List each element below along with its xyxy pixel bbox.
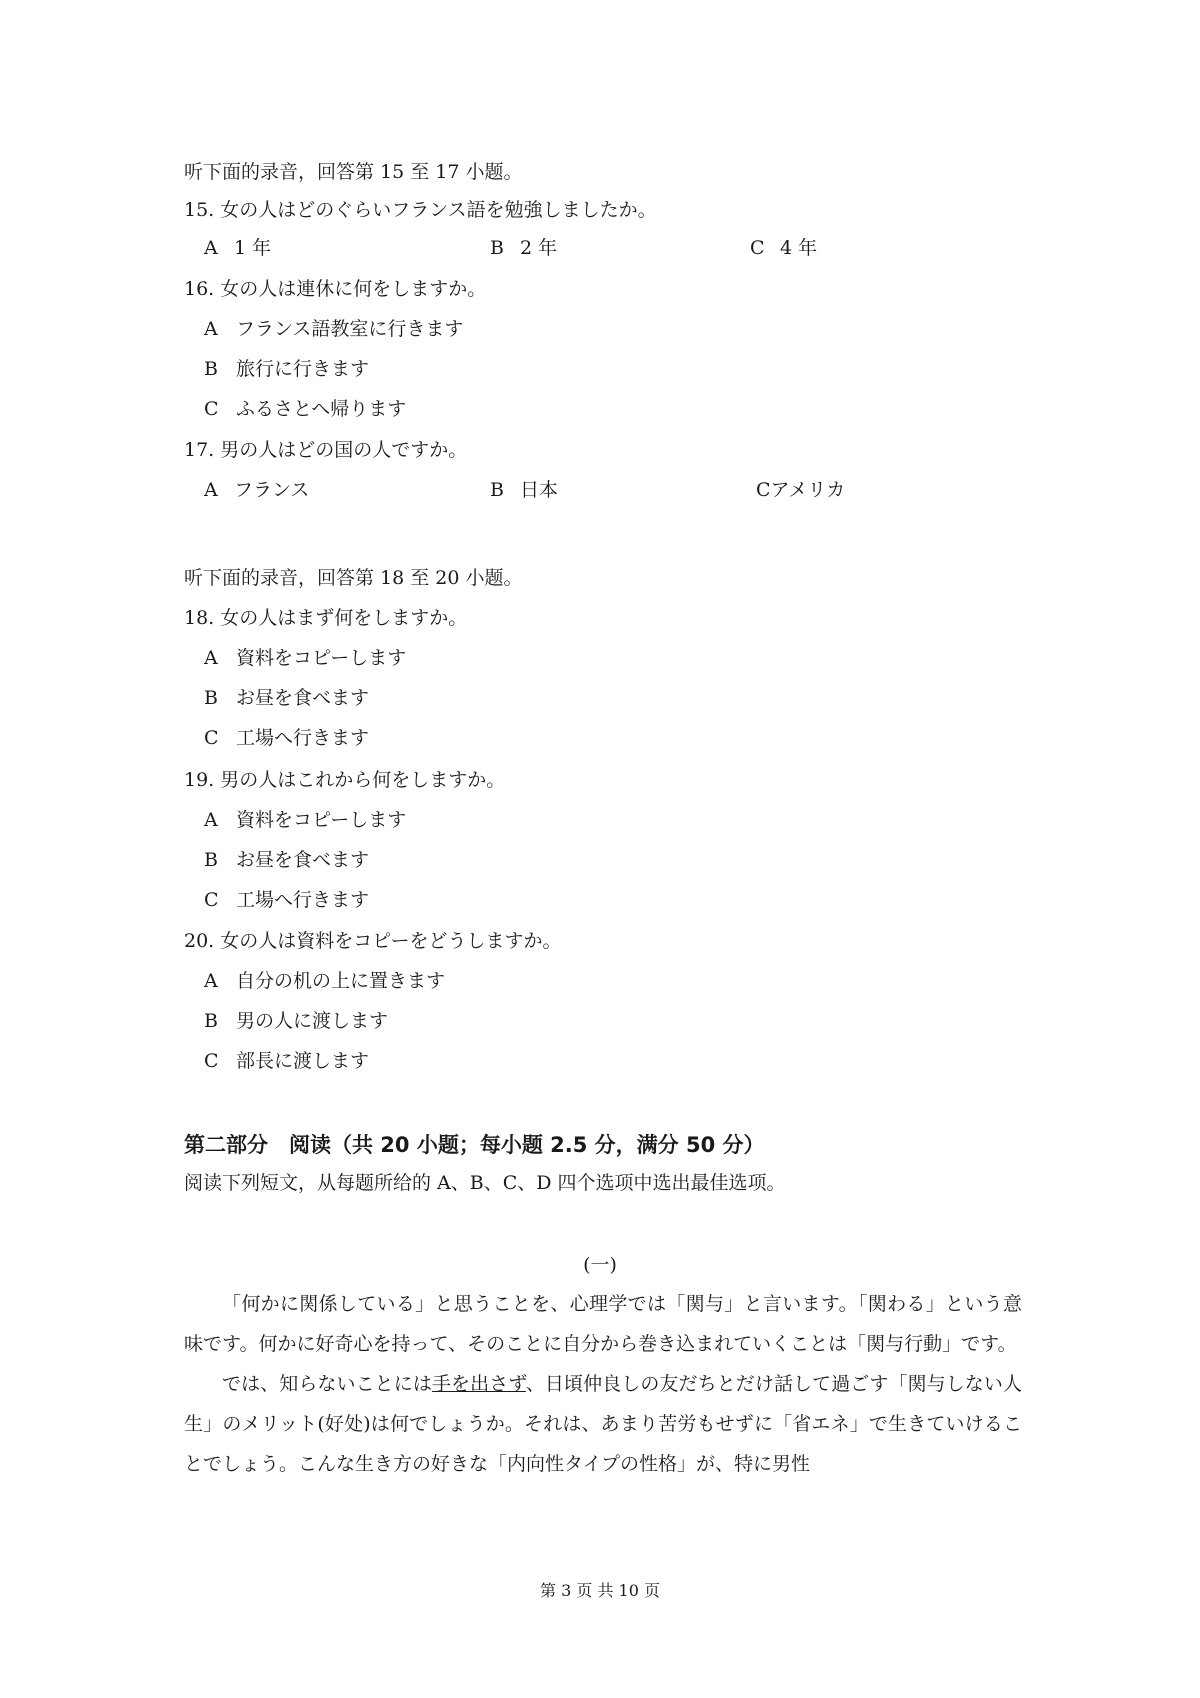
section-intro: 听下面的录音，回答第 18 至 20 小题。	[184, 567, 523, 589]
underlined-phrase: 手を出さず	[431, 1373, 526, 1395]
option-letter: C	[204, 398, 219, 420]
option-letter: A	[204, 809, 218, 831]
option-a	[204, 235, 271, 261]
option-text: お昼を食べます	[236, 687, 370, 709]
option-a	[204, 645, 406, 671]
paragraph-text: 、日頃仲良しの友だちとだけ話して過ごす「関与しない人生」のメリット(好处)は何でしょうか。それは、あまり苦労もせずに「省エネ」で生きていけることでしょう。こんな生き方の好きな「内向性タイプの性格」が、特に男性	[184, 1373, 1022, 1475]
option-letter: C	[204, 889, 219, 911]
section-intro: 听下面的录音，回答第 15 至 17 小题。	[184, 161, 523, 183]
option-text: 2 年	[520, 237, 558, 259]
question-stem: 17. 男の人はどの国の人ですか。	[184, 439, 468, 461]
option-letter: C	[204, 727, 219, 749]
option-a	[204, 807, 406, 833]
option-b	[204, 847, 369, 873]
option-letter: A	[204, 318, 218, 340]
option-text: ふるさとへ帰ります	[236, 398, 407, 420]
question-stem: 16. 女の人は連休に何をしますか。	[184, 278, 487, 300]
question-stem: 15. 女の人はどのぐらいフランス語を勉強しましたか。	[184, 199, 657, 221]
reading-passage	[184, 1284, 1022, 1484]
option-letter: B	[204, 1010, 218, 1032]
part-heading: 第二部分 阅读（共 20 小题；每小题 2.5 分，满分 50 分）	[184, 1133, 765, 1157]
option-text: 4 年	[780, 237, 818, 259]
option-text: 部長に渡します	[236, 1050, 370, 1072]
paragraph-text: では、知らないことには	[222, 1373, 432, 1395]
option-a	[204, 477, 309, 503]
option-c	[750, 235, 817, 261]
part-instruction: 阅读下列短文，从每题所给的 A、B、C、D 四个选项中选出最佳选项。	[184, 1172, 786, 1194]
option-c	[204, 1048, 369, 1074]
option-text: 男の人に渡します	[236, 1010, 389, 1032]
option-b	[204, 1008, 388, 1034]
option-a	[204, 968, 445, 994]
option-c	[204, 725, 369, 751]
option-c: Cアメリカ	[756, 479, 846, 501]
option-text: 工場へ行きます	[236, 889, 370, 911]
option-text: お昼を食べます	[236, 849, 370, 871]
option-c	[204, 887, 369, 913]
page-footer: 第 3 页 共 10 页	[540, 1581, 660, 1600]
question-stem: 18. 女の人はまず何をしますか。	[184, 607, 468, 629]
option-letter: B	[204, 849, 218, 871]
option-c	[204, 396, 406, 422]
option-text: 資料をコピーします	[236, 647, 407, 669]
question-stem: 19. 男の人はこれから何をしますか。	[184, 769, 506, 791]
option-letter: B	[204, 358, 218, 380]
option-b	[204, 685, 369, 711]
option-letter: C	[750, 237, 765, 259]
option-text: 工場へ行きます	[236, 727, 370, 749]
option-letter: B	[490, 237, 504, 259]
option-letter: B	[490, 479, 504, 501]
paragraph	[184, 1364, 1022, 1484]
option-b	[204, 356, 369, 382]
option-text: 自分の机の上に置きます	[236, 970, 446, 992]
option-letter: A	[204, 237, 218, 259]
option-text: フランス語教室に行きます	[236, 318, 464, 340]
option-text: 1 年	[234, 237, 272, 259]
option-a	[204, 316, 463, 342]
option-letter: A	[204, 479, 218, 501]
option-letter: B	[204, 687, 218, 709]
option-b	[490, 477, 558, 503]
option-letter: C	[204, 1050, 219, 1072]
paragraph: 「何かに関係している」と思うことを、心理学では「関与」と言います。「関わる」という意味です。何かに好奇心を持って、そのことに自分から巻き込まれていくことは「関与行動」です。	[184, 1293, 1022, 1355]
option-letter: A	[204, 970, 218, 992]
option-text: 旅行に行きます	[236, 358, 370, 380]
option-text: 資料をコピーします	[236, 809, 407, 831]
passage-number: (一)	[583, 1254, 617, 1276]
question-stem: 20. 女の人は資料をコピーをどうしますか。	[184, 930, 562, 952]
option-text: フランス	[234, 479, 310, 501]
option-letter: A	[204, 647, 218, 669]
option-b	[490, 235, 557, 261]
option-text: 日本	[520, 479, 559, 501]
